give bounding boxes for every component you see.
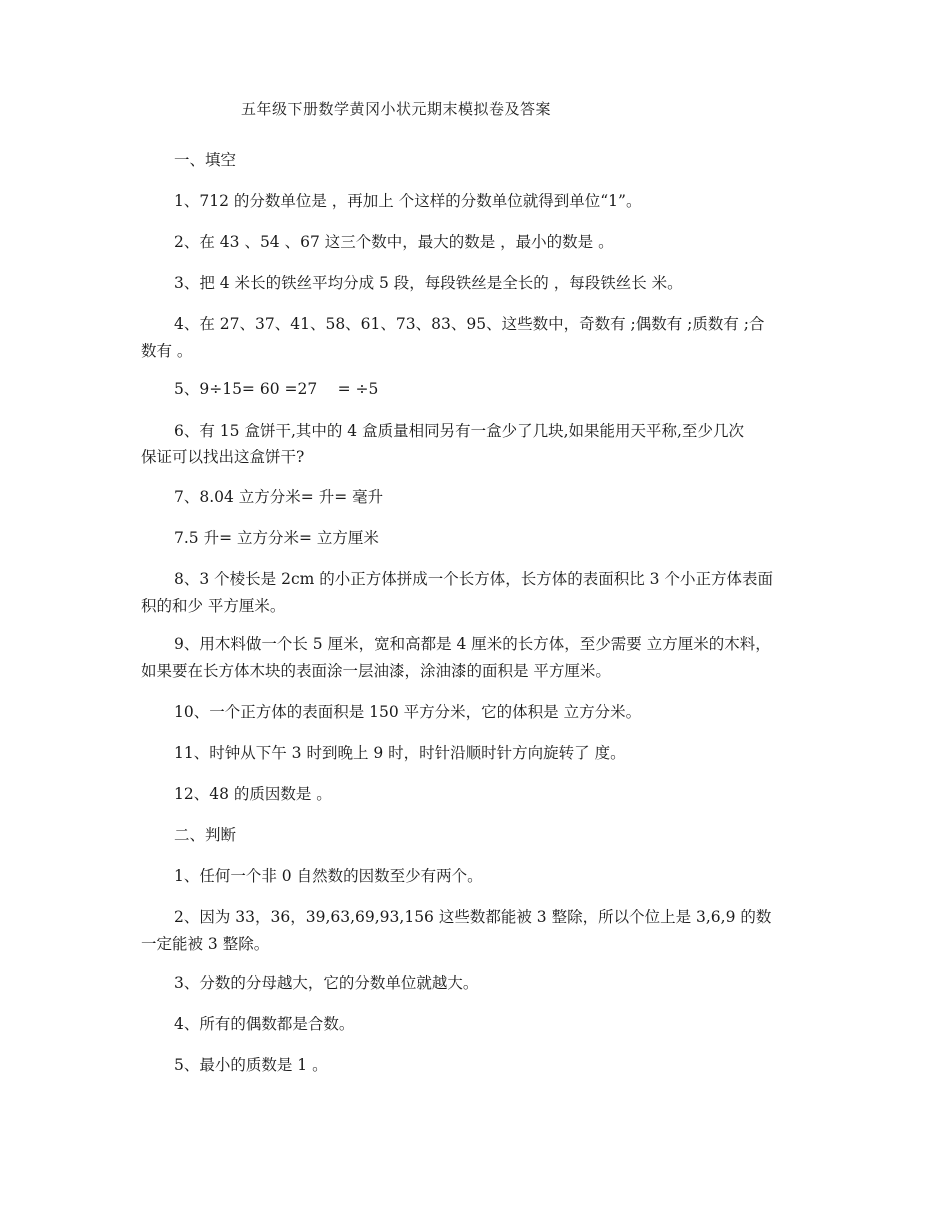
question-line-continued: 保证可以找出这盒饼干? xyxy=(141,448,305,466)
question-line: 10、一个正方体的表面积是 150 平方分米，它的体积是 立方分米。 xyxy=(174,703,642,721)
question-line: 1、任何一个非 0 自然数的因数至少有两个。 xyxy=(174,867,483,885)
question-line: 1、712 的分数单位是 ，再加上 个这样的分数单位就得到单位“1”。 xyxy=(174,192,642,210)
question-line-continued: 如果要在长方体木块的表面涂一层油漆，涂油漆的面积是 平方厘米。 xyxy=(141,662,611,680)
question-line: 8、3 个棱长是 2cm 的小正方体拼成一个长方体，长方体的表面积比 3 个小正方体表面 xyxy=(174,570,773,588)
question-line-continued: 积的和少 平方厘米。 xyxy=(141,597,286,615)
question-line: 4、所有的偶数都是合数。 xyxy=(174,1015,355,1033)
question-line: 9、用木料做一个长 5 厘米，宽和高都是 4 厘米的长方体，至少需要 立方厘米的木料， xyxy=(174,635,771,653)
question-line: 5、最小的质数是 1 。 xyxy=(174,1056,328,1074)
question-line: 2、在 43 、54 、67 这三个数中，最大的数是 ，最小的数是 。 xyxy=(174,233,614,251)
question-line: 12、48 的质因数是 。 xyxy=(174,785,332,803)
question-line: 2、因为 33，36，39,63,69,93,156 这些数都能被 3 整除，所以个位上是 3,6,9 的数 xyxy=(174,908,772,926)
document-title: 五年级下册数学黄冈小状元期末模拟卷及答案 xyxy=(241,100,552,118)
section-heading-true-false: 二、判断 xyxy=(174,826,237,844)
question-line: 3、把 4 米长的铁丝平均分成 5 段，每段铁丝是全长的 ，每段铁丝长 米。 xyxy=(174,274,683,292)
question-line: 7.5 升= 立方分米= 立方厘米 xyxy=(174,529,379,547)
question-line: 11、时钟从下午 3 时到晚上 9 时，时针沿顺时针方向旋转了 度。 xyxy=(174,744,626,762)
question-line-continued: 数有 。 xyxy=(141,342,193,360)
question-line: 5、9÷15= 60 =27 = ÷5 xyxy=(174,380,379,398)
section-heading-fill-blank: 一、填空 xyxy=(174,151,237,169)
question-line: 6、有 15 盒饼干,其中的 4 盒质量相同另有一盒少了几块,如果能用天平称,至少几次 xyxy=(174,422,744,440)
question-line: 3、分数的分母越大，它的分数单位就越大。 xyxy=(174,974,479,992)
question-line: 7、8.04 立方分米= 升= 毫升 xyxy=(174,488,384,506)
question-line-continued: 一定能被 3 整除。 xyxy=(141,935,270,953)
question-line: 4、在 27、37、41、58、61、73、83、95、这些数中，奇数有 ;偶数有 ;质数有 ;合 xyxy=(174,315,765,333)
